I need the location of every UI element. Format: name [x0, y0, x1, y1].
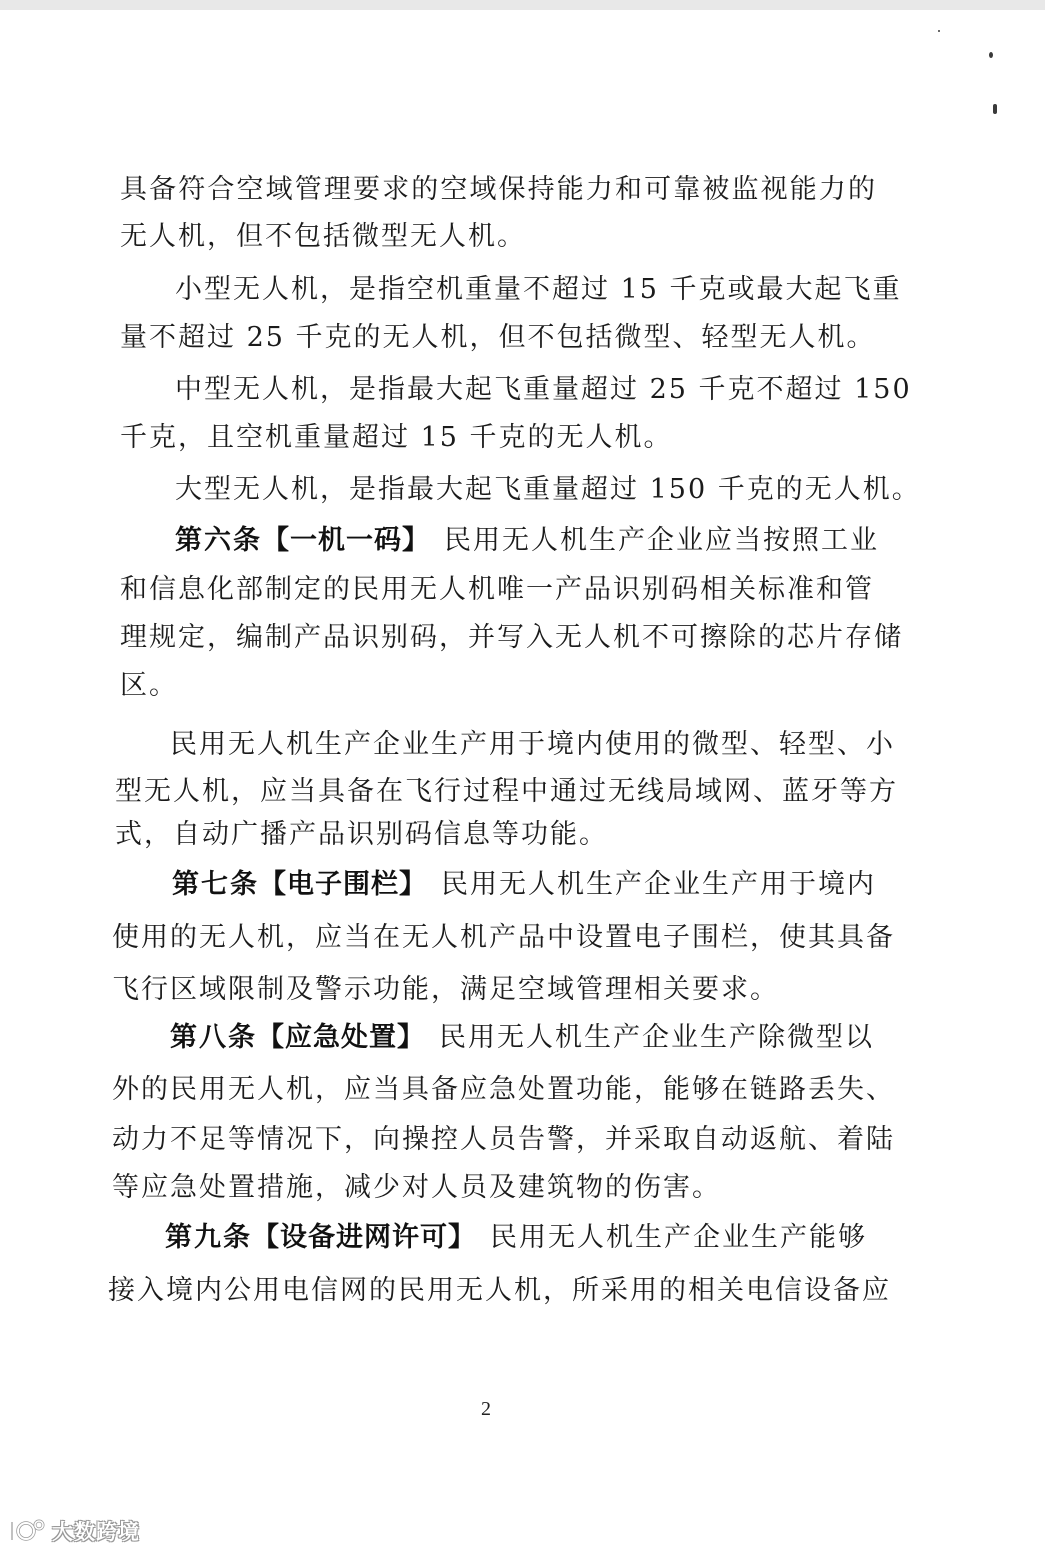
article-text: 民用无人机生产企业生产能够 [490, 1222, 867, 1253]
scan-speck [938, 30, 940, 32]
scan-speck [993, 104, 997, 114]
text-line: 无人机，但不包括微型无人机。 [120, 221, 526, 252]
article-title: 【应急处置】 [257, 1022, 425, 1053]
text-line: 式，自动广播产品识别码信息等功能。 [115, 819, 608, 850]
text-line: 等应急处置措施，减少对人员及建筑物的伤害。 [112, 1172, 721, 1203]
article-heading-line [170, 1018, 874, 1058]
article-text: 民用无人机生产企业应当按照工业 [444, 525, 879, 556]
brand-logo-icon [8, 1518, 48, 1544]
text-line: 动力不足等情况下，向操控人员告警，并采取自动返航、着陆 [112, 1124, 895, 1155]
article-title: 【一机一码】 [262, 525, 430, 556]
article-heading-line [165, 1218, 867, 1258]
scan-top-border [0, 0, 1045, 10]
watermark-text: 大数跨境 [52, 1520, 140, 1544]
article-text: 民用无人机生产企业生产除微型以 [439, 1022, 874, 1053]
page-number: 2 [481, 1398, 491, 1420]
text-line: 中型无人机，是指最大起飞重量超过 25 千克不超过 150 [175, 374, 912, 405]
text-line: 民用无人机生产企业生产用于境内使用的微型、轻型、小 [170, 729, 895, 760]
text-line: 区。 [120, 670, 178, 701]
text-line: 小型无人机，是指空机重量不超过 15 千克或最大起飞重 [175, 274, 902, 305]
text-line: 外的民用无人机，应当具备应急处置功能，能够在链路丢失、 [112, 1074, 895, 1105]
text-line: 型无人机，应当具备在飞行过程中通过无线局域网、蓝牙等方 [115, 776, 898, 807]
text-line: 和信息化部制定的民用无人机唯一产品识别码相关标准和管 [120, 574, 874, 605]
article-text: 民用无人机生产企业生产用于境内 [441, 869, 876, 900]
article-heading-line [172, 865, 876, 905]
text-line: 千克，且空机重量超过 15 千克的无人机。 [120, 422, 673, 453]
text-line: 理规定，编制产品识别码，并写入无人机不可擦除的芯片存储 [120, 622, 903, 653]
article-number: 第八条 [170, 1022, 257, 1053]
scan-speck [989, 52, 993, 58]
text-line: 大型无人机，是指最大起飞重量超过 150 千克的无人机。 [175, 474, 921, 505]
text-line: 使用的无人机，应当在无人机产品中设置电子围栏，使其具备 [112, 922, 895, 953]
text-line: 接入境内公用电信网的民用无人机，所采用的相关电信设备应 [108, 1275, 891, 1306]
text-line: 具备符合空域管理要求的空域保持能力和可靠被监视能力的 [120, 174, 877, 205]
article-number: 第九条 [165, 1222, 252, 1253]
article-number: 第七条 [172, 869, 259, 900]
watermark [8, 1516, 140, 1546]
text-line: 量不超过 25 千克的无人机，但不包括微型、轻型无人机。 [120, 322, 876, 353]
article-heading-line [175, 521, 879, 561]
text-line: 飞行区域限制及警示功能，满足空域管理相关要求。 [112, 974, 779, 1005]
article-title: 【设备进网许可】 [252, 1222, 476, 1253]
article-number: 第六条 [175, 525, 262, 556]
article-title: 【电子围栏】 [259, 869, 427, 900]
